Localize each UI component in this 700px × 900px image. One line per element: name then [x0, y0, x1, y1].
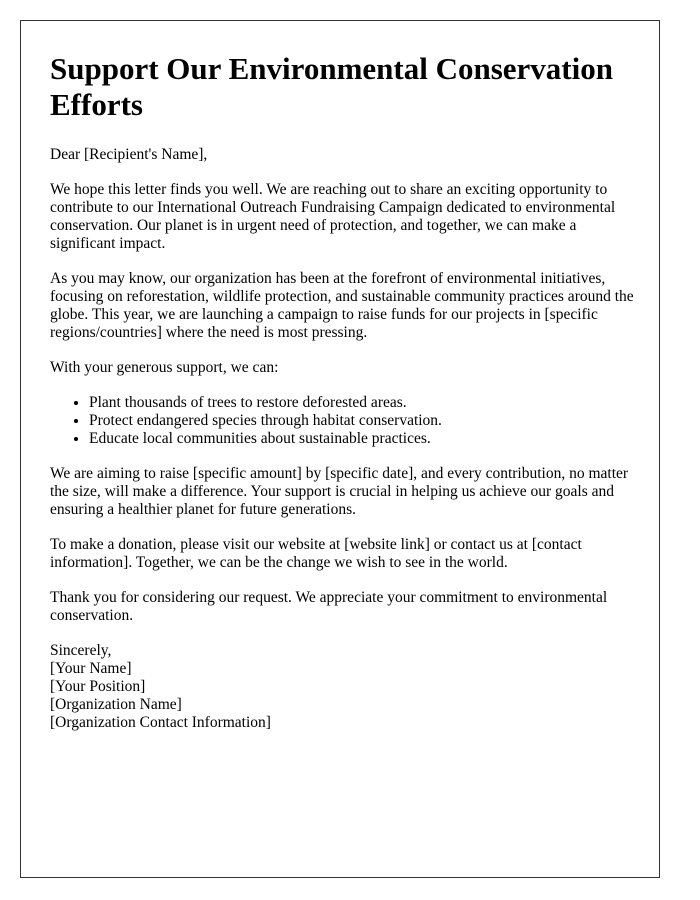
list-item: • Plant thousands of trees to restore deforested areas. — [89, 394, 640, 412]
signature-position: [Your Position] — [50, 678, 146, 695]
support-list — [50, 394, 640, 448]
thank-you-paragraph: Thank you for considering our request. We appreciate your commitment to environmental conservation. — [50, 589, 608, 624]
signature-contact: [Organization Contact Information] — [50, 714, 271, 731]
organization-paragraph: As you may know, our organization has been at the forefront of environmental initiatives, focusing on reforestation, wildlife protection, and sustainable community practices around the globe. This year, we are launching a campaign to raise funds for our projects in [specific regions/countries] where the need is most pressing. — [50, 270, 634, 341]
signature-closing: Sincerely, — [50, 642, 112, 659]
signature-name: [Your Name] — [50, 660, 132, 677]
signature-organization: [Organization Name] — [50, 696, 182, 713]
salutation: Dear [Recipient's Name], — [50, 146, 208, 163]
letter-content — [50, 51, 640, 732]
list-item: • Educate local communities about sustainable practices. — [89, 430, 640, 448]
letter-title: Support Our Environmental Conservation Efforts — [50, 51, 613, 122]
signature-block — [50, 642, 640, 732]
donation-paragraph: To make a donation, please visit our website at [website link] or contact us at [contact information]. Together, we can be the change we wish to see in the world. — [50, 536, 582, 571]
support-lead-in: With your generous support, we can: — [50, 359, 279, 376]
intro-paragraph: We hope this letter finds you well. We are reaching out to share an exciting opportunity to contribute to our International Outreach Fundraising Campaign dedicated to environmental conservation. Our planet is in urgent need of protection, and together, we can make a significant impact. — [50, 181, 616, 252]
letter-frame — [20, 20, 660, 878]
list-item: • Protect endangered species through habitat conservation. — [89, 412, 640, 430]
goal-paragraph: We are aiming to raise [specific amount] by [specific date], and every contribution, no matter the size, will make a difference. Your support is crucial in helping us achieve our goals and ensuring a healthier planet for future generations. — [50, 465, 629, 518]
